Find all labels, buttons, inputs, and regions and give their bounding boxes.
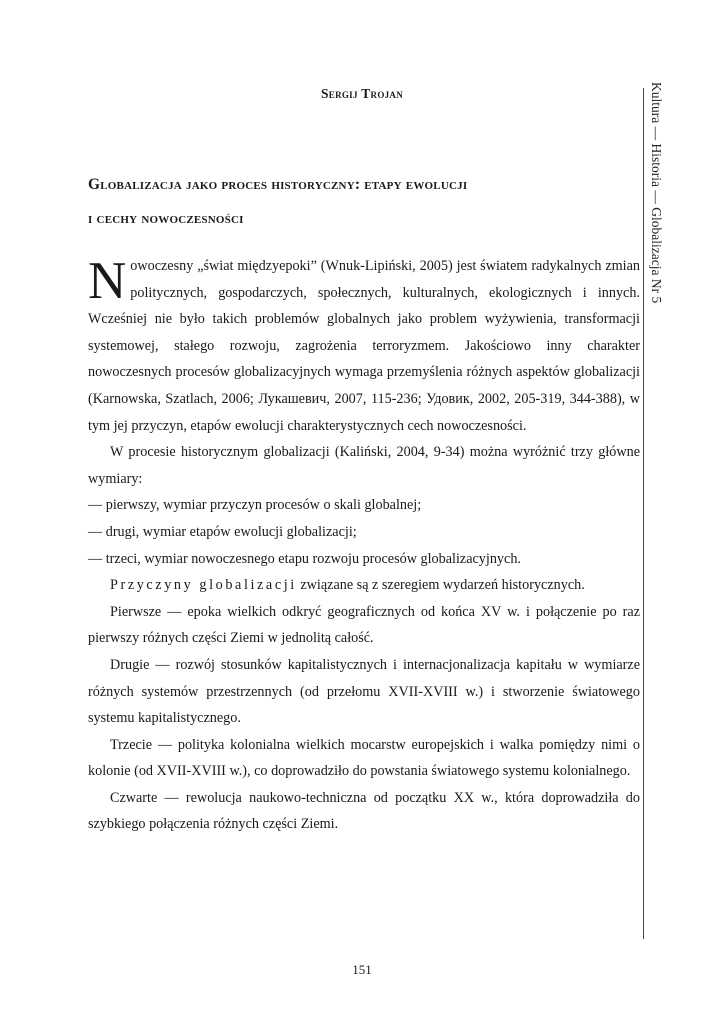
title-line-2: i cechy nowoczesności [88, 210, 244, 227]
list-item-3: — trzeci, wymiar nowoczesnego etapu rozwoju procesów globalizacyjnych. [88, 550, 521, 567]
paragraph-second: Drugie — rozwój stosunków kapitalistycznych i internacjonalizacja kapitału w wymiarze różnych systemów przestrzennych (od przełomu XVII-XVIII w.) i stworzenie światowego systemu kapitalistycznego. [88, 656, 640, 727]
author-name: Sergij Trojan [320, 86, 404, 101]
article-title [88, 168, 628, 236]
page-number: 151 [352, 962, 372, 977]
paragraph-causes [88, 572, 640, 599]
article-body [88, 253, 640, 838]
spaced-emphasis: Przyczyny globalizacji [110, 577, 297, 594]
paragraph-dimensions: W procesie historycznym globalizacji (Kaliński, 2004, 9-34) można wyróżnić trzy główne wymiary: [88, 444, 640, 487]
paragraph-first: Pierwsze — epoka wielkich odkryć geograficznych od końca XV w. i połączenie po raz pierwszy różnych części Ziemi w jednolitą całość. [88, 603, 640, 647]
list-item-1: — pierwszy, wymiar przyczyn procesów o skali globalnej; [88, 497, 422, 514]
paragraph-third: Trzecie — polityka kolonialna wielkich mocarstw europejskich i walka pomiędzy nimi o kolonie (od XVII-XVIII w.), co doprowadziło do powstania światowego systemu kolonialnego. [88, 736, 640, 780]
drop-cap: N [88, 252, 127, 310]
title-line-1: Globalizacja jako proces historyczny: etapy ewolucji [88, 176, 468, 193]
paragraph-intro [88, 253, 640, 439]
paragraph-fourth: Czwarte — rewolucja naukowo-techniczna od początku XX w., która doprowadziła do szybkiego połączenia różnych części Ziemi. [88, 789, 640, 833]
paragraph-causes-text: związane są z szeregiem wydarzeń historycznych. [296, 577, 585, 594]
paragraph-intro-text: owoczesny „świat międzyepoki” (Wnuk-Lipiński, 2005) jest światem radykalnych zmian politycznych, gospodarczych, społecznych, kulturalnych, ekologicznych i innych. Wcześniej nie było takich problemów globalnych jako problem wyżywienia, transformacji systemowej, stałego rozwoju, zagrożenia terroryzmem. Jakościowo inny charakter nowoczesnych procesów globalizacyjnych wymaga przemyślenia różnych aspektów globalizacji (Karnowska, Szatlach, 2006; Лукашевич, 2007, 115-236; Удовик, 2002, 205-319, 344-388), w tym jej przyczyn, etapów ewolucji charakterystycznych cech nowoczesności. [88, 258, 640, 434]
journal-side-label: Kultura — Historia — Globalizacja Nr 5 [649, 82, 664, 304]
list-item-2: — drugi, wymiar etapów ewolucji globalizacji; [88, 523, 357, 540]
